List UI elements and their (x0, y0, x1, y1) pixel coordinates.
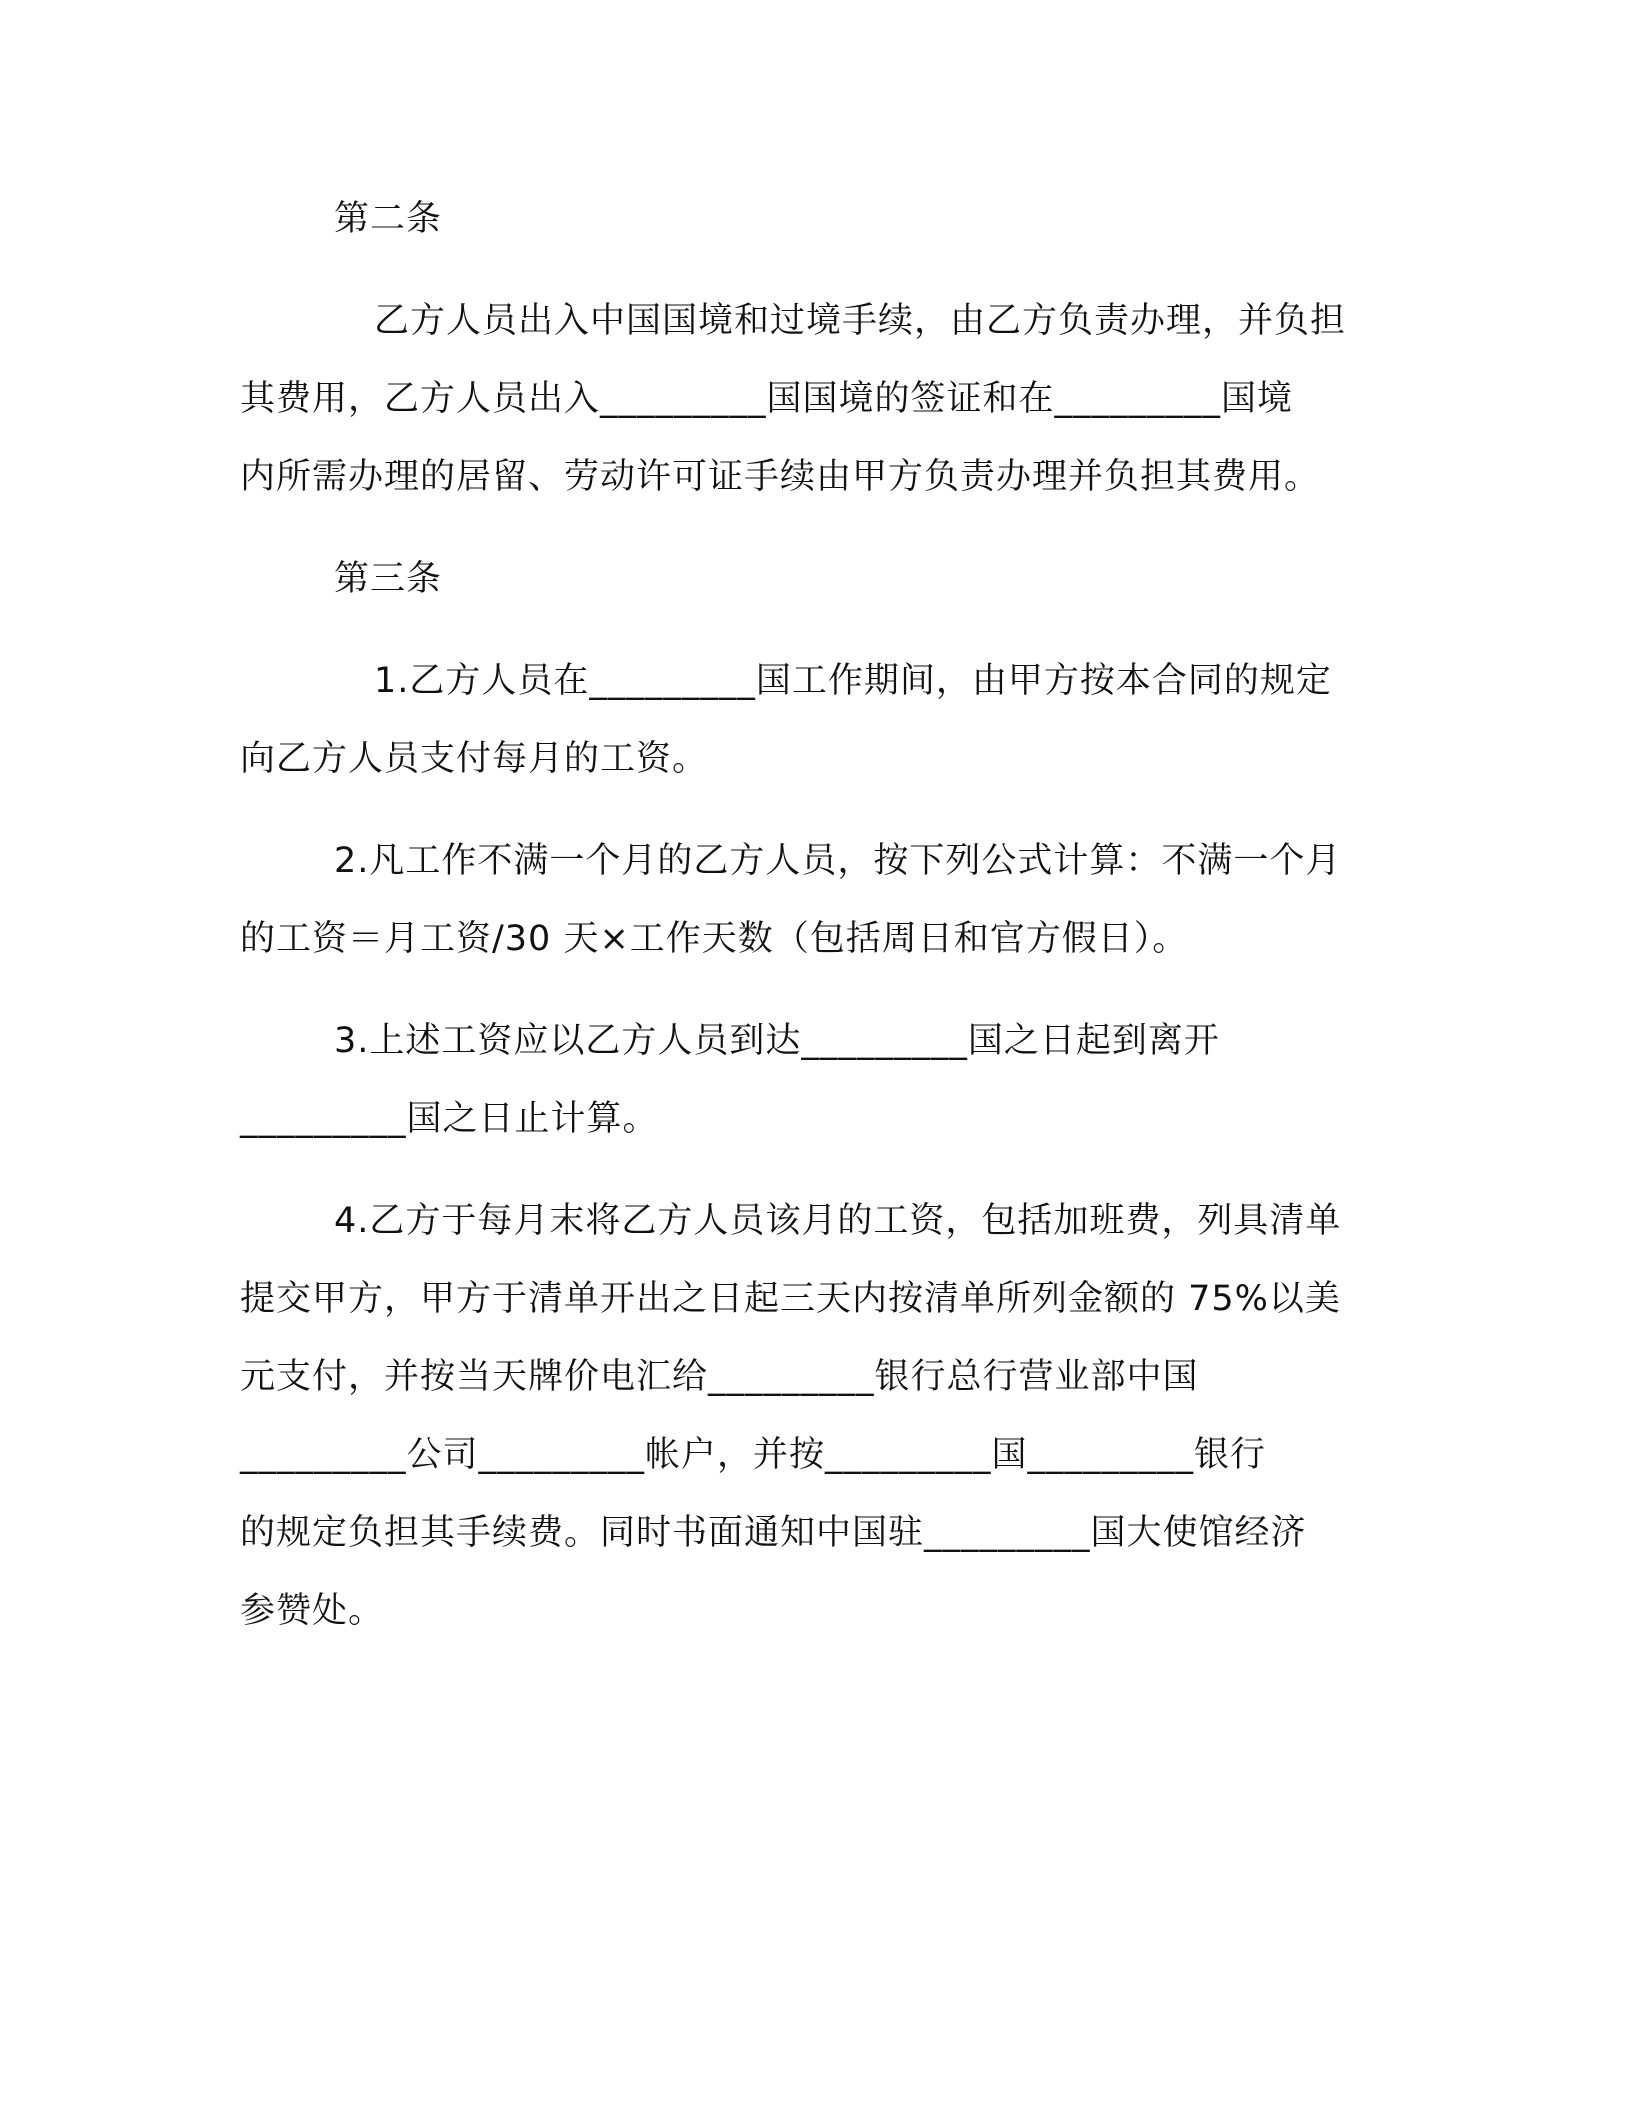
text-line: 4.乙方于每月末将乙方人员该月的工资，包括加班费，列具清单 (334, 1201, 1342, 1241)
text-line: _________公司_________帐户，并按_________国_________银行 (240, 1435, 1267, 1475)
article-3-clause-1 (240, 642, 1380, 798)
article-3-clause-4 (240, 1182, 1380, 1650)
article-3-clause-3 (240, 1002, 1380, 1158)
text-line: 内所需办理的居留、劳动许可证手续由甲方负责办理并负担其费用。 (240, 457, 1321, 497)
text-line: 1.乙方人员在_________国工作期间，由甲方按本合同的规定 (374, 661, 1332, 701)
text-line: 的工资＝月工资/30 天×工作天数（包括周日和官方假日）。 (240, 919, 1189, 959)
article-3-clause-2 (240, 822, 1380, 978)
text-line: 的规定负担其手续费。同时书面通知中国驻_________国大使馆经济 (240, 1513, 1307, 1553)
text-line: 提交甲方，甲方于清单开出之日起三天内按清单所列金额的 75%以美 (240, 1279, 1341, 1319)
article-2-heading: 第二条 (334, 199, 443, 239)
article-3-heading: 第三条 (334, 559, 443, 599)
text-line: 其费用，乙方人员出入_________国国境的签证和在_________国境 (240, 379, 1294, 419)
text-line: 元支付，并按当天牌价电汇给_________银行总行营业部中国 (240, 1357, 1199, 1397)
article-2-paragraph (240, 282, 1380, 516)
text-line: 参赞处。 (240, 1591, 385, 1631)
text-line: _________国之日止计算。 (240, 1099, 659, 1139)
document-body (240, 180, 1380, 1674)
text-line: 2.凡工作不满一个月的乙方人员，按下列公式计算：不满一个月 (334, 841, 1342, 881)
text-line: 向乙方人员支付每月的工资。 (240, 739, 709, 779)
text-line: 乙方人员出入中国国境和过境手续，由乙方负责办理，并负担 (374, 301, 1347, 341)
text-line: 3.上述工资应以乙方人员到达_________国之日起到离开 (334, 1021, 1220, 1061)
